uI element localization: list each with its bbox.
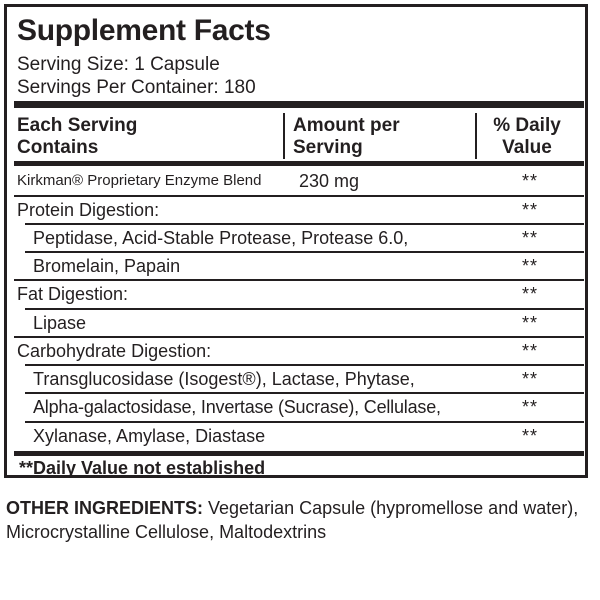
ingredient-row-label: Lipase: [33, 313, 87, 333]
ingredient-row-label: Transglucosidase (Isogest®), Lactase, Phytase,: [33, 369, 415, 389]
thick-rule: [14, 101, 584, 108]
row-rule: [25, 223, 584, 225]
daily-value: **: [522, 284, 539, 304]
daily-value: **: [522, 200, 539, 220]
daily-value: **: [522, 171, 539, 191]
daily-value: **: [522, 256, 539, 276]
row-rule: [14, 336, 584, 338]
ingredient-row-label: Xylanase, Amylase, Diastase: [33, 426, 266, 446]
other-ingredients: [6, 496, 594, 544]
ingredient-row-label: Fat Digestion:: [17, 284, 129, 304]
row-rule: [25, 392, 584, 394]
header-each-serving: Each Serving Contains: [17, 115, 138, 158]
header-amount: Amount per Serving: [293, 115, 400, 158]
ingredient-row-label: Kirkman® Proprietary Enzyme Blend: [17, 172, 262, 189]
panel-title: Supplement Facts: [17, 14, 271, 47]
daily-value: **: [522, 228, 539, 248]
row-rule: [25, 308, 584, 310]
header-divider: [475, 113, 477, 159]
row-rule: [14, 195, 584, 197]
row-rule: [25, 251, 584, 253]
ingredient-row-label: Peptidase, Acid-Stable Protease, Protease 6.0,: [33, 228, 409, 248]
footer-rule: [14, 451, 584, 456]
header-divider: [283, 113, 285, 159]
daily-value: **: [522, 313, 539, 333]
daily-value: **: [522, 397, 539, 417]
ingredient-row-label: Protein Digestion:: [17, 200, 160, 220]
daily-value: **: [522, 341, 539, 361]
servings-per-container: Servings Per Container: 180: [17, 77, 256, 98]
header-rule: [14, 161, 584, 166]
row-rule: [14, 279, 584, 281]
ingredient-row-label: Bromelain, Papain: [33, 256, 181, 276]
footnote: **Daily Value not established: [19, 458, 266, 478]
header-daily-value: % Daily Value: [493, 115, 561, 158]
daily-value: **: [522, 369, 539, 389]
serving-size: Serving Size: 1 Capsule: [17, 54, 220, 75]
supplement-facts-panel: [4, 4, 588, 478]
ingredient-row-label: Alpha-galactosidase, Invertase (Sucrase), Cellulase,: [33, 397, 441, 417]
row-rule: [25, 364, 584, 366]
other-ingredients-text: Vegetarian Capsule (hypromellose and water), Microcrystalline Cellulose, Maltodextrins: [6, 498, 579, 542]
ingredient-row-label: Carbohydrate Digestion:: [17, 341, 212, 361]
row-rule: [25, 421, 584, 423]
daily-value: **: [522, 426, 539, 446]
ingredient-amount: 230 mg: [299, 171, 360, 191]
other-ingredients-label: OTHER INGREDIENTS:: [6, 498, 204, 518]
